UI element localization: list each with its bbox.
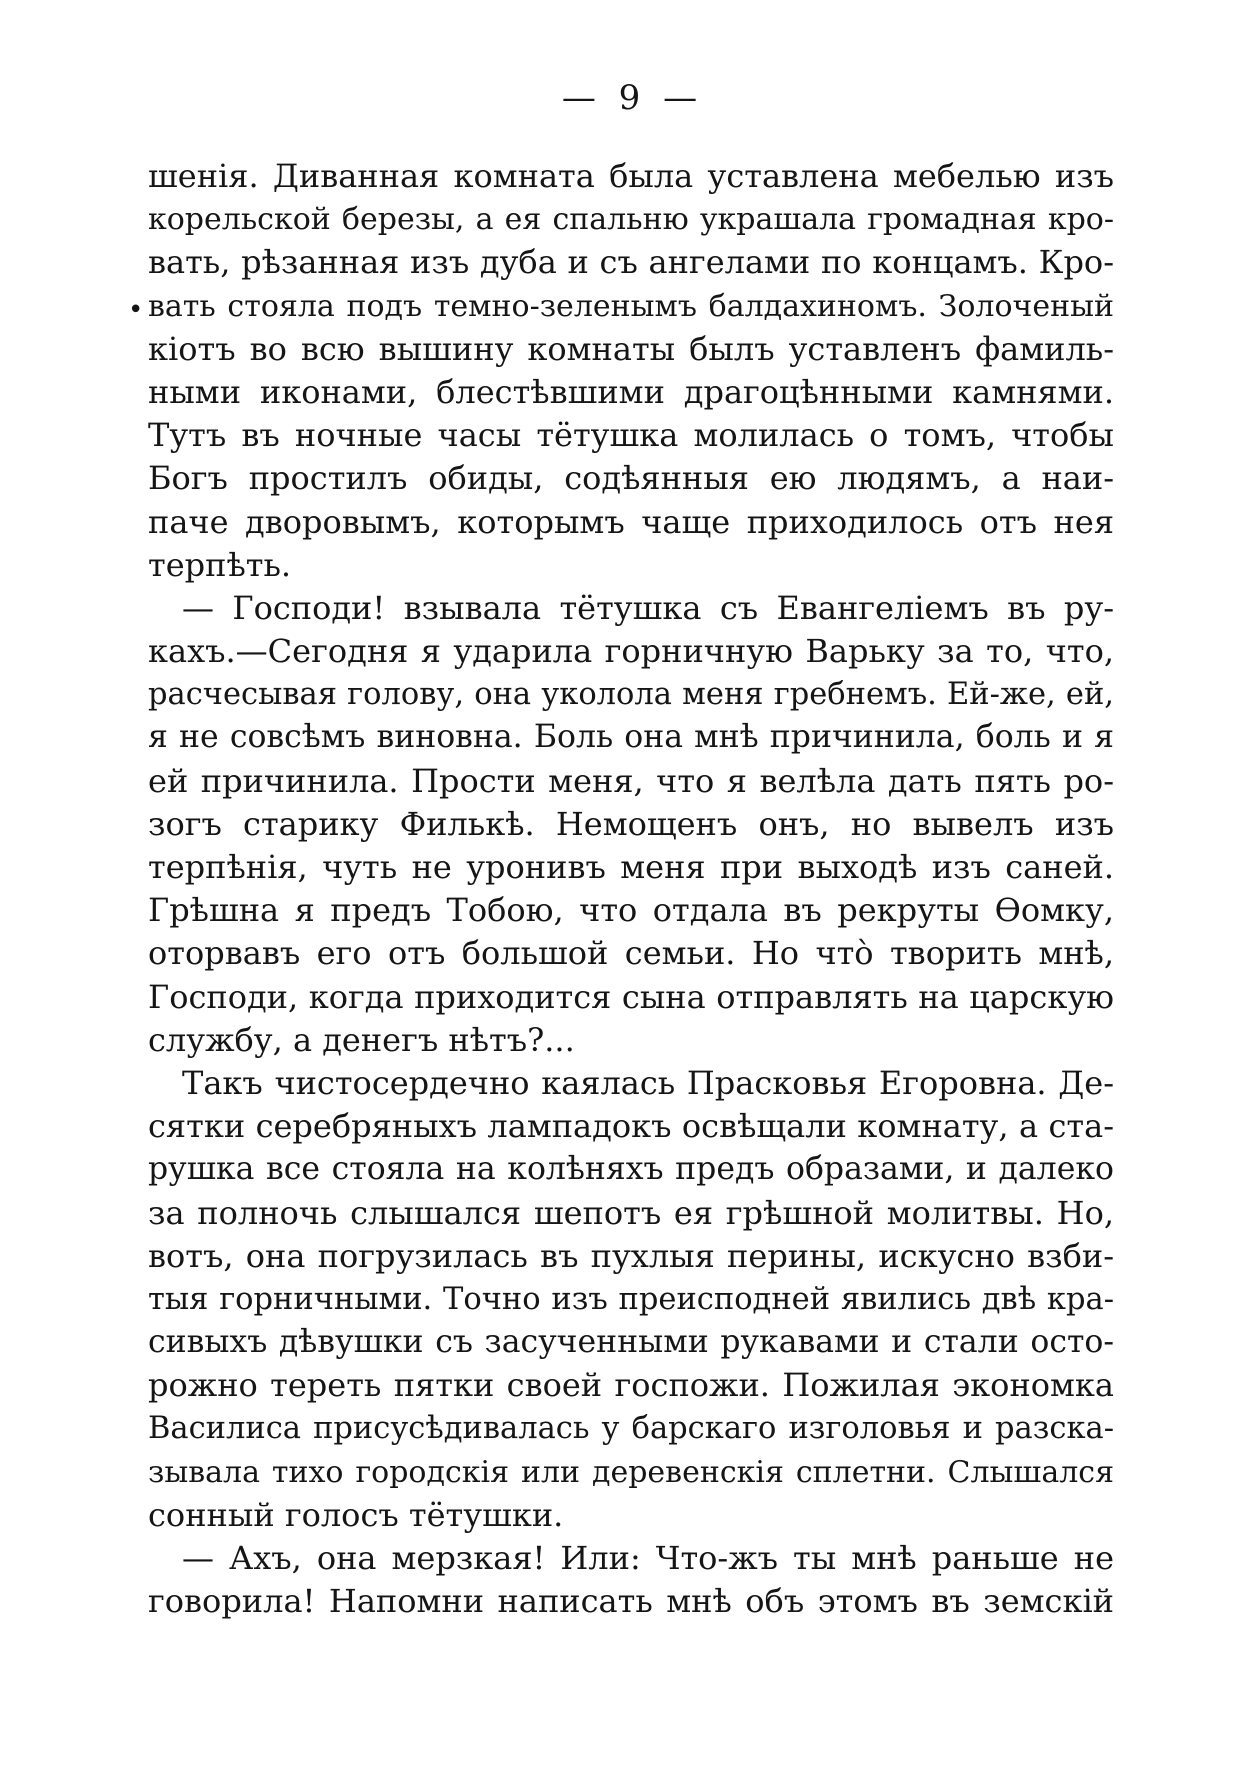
text-line: ей причинила. Прости меня, что я велѣла дать пять ро-	[148, 761, 1114, 800]
text-line: зывала тихо городскія или деревенскія сплетни. Слышался	[148, 1454, 1114, 1490]
page-number-dash-left: —	[561, 78, 596, 118]
text-line-paragraph-start: Такъ чистосердечно каялась Прасковья Егоровна. Де-	[182, 1063, 1114, 1102]
text-line: вотъ, она погрузилась въ пухлыя перины, искусно взби-	[148, 1236, 1114, 1275]
text-line: корельской березы, а ея спальню украшала громадная кро-	[148, 202, 1114, 238]
text-line: шенія. Диванная комната была уставлена мебелью изъ	[148, 157, 1114, 195]
text-line: Тутъ въ ночные часы тётушка молилась о томъ, чтобы	[148, 416, 1114, 455]
text-line: говорила! Напомни написать мнѣ объ этомъ въ земскій	[148, 1582, 1114, 1621]
page-number: 9	[618, 78, 641, 118]
text-line: Господи, когда приходится сына отправлять на царскую	[148, 977, 1114, 1016]
text-line: сятки серебряныхъ лампадокъ освѣщали комнату, а ста-	[148, 1107, 1114, 1146]
text-line: кіотъ во всю вышину комнаты былъ уставленъ фамиль-	[148, 329, 1114, 368]
text-line: Богъ простилъ обиды, содѣянныя ею людямъ, а наи-	[148, 459, 1114, 498]
text-line: терпѣнія, чуть не уронивъ меня при выходѣ изъ саней.	[148, 848, 1114, 886]
text-line: кахъ.—Сегодня я ударила горничную Варьку за то, что,	[148, 632, 1114, 671]
text-line: оторвавъ его отъ большой семьи. Но что̀ творить мнѣ,	[148, 934, 1114, 973]
text-line: вать, рѣзанная изъ дуба и съ ангелами по концамъ. Кро-	[148, 243, 1114, 282]
text-line: Грѣшна я предъ Тобою, что отдала въ рекруты Ѳомку,	[148, 891, 1114, 930]
margin-dot-mark: •	[128, 295, 144, 325]
text-line: рожно тереть пятки своей госпожи. Пожилая экономка	[148, 1366, 1114, 1405]
page-number-header	[0, 78, 1259, 118]
text-line: расчесывая голову, она уколола меня гребнемъ. Ей-же, ей,	[148, 677, 1114, 713]
page-number-dash-right: —	[663, 78, 698, 118]
text-line: за полночь слышался шепотъ ея грѣшной молитвы. Но,	[148, 1193, 1114, 1232]
text-line: зогъ старику Филькѣ. Немощенъ онъ, но вывелъ изъ	[148, 804, 1114, 843]
text-line: Василиса присусѣдивалась у барскаго изголовья и разска-	[148, 1411, 1114, 1447]
text-line-paragraph-start: — Господи! взывала тётушка съ Евангеліемъ въ ру-	[182, 588, 1114, 627]
text-line: вать стояла подъ темно-зеленымъ балдахиномъ. Золоченый	[148, 288, 1114, 324]
text-line-paragraph-start: — Ахъ, она мерзкая! Или: Что-жъ ты мнѣ раньше не	[182, 1539, 1114, 1577]
text-line-paragraph-end: службу, а денегъ нѣтъ?...	[148, 1020, 575, 1059]
text-line: тыя горничными. Точно изъ преисподней явились двѣ кра-	[148, 1281, 1114, 1317]
text-line: паче дворовымъ, которымъ чаще приходилось отъ нея	[148, 502, 1114, 541]
text-line: я не совсѣмъ виновна. Боль она мнѣ причинила, боль и я	[148, 719, 1114, 756]
text-line: рушка все стояла на колѣняхъ предъ образами, и далеко	[148, 1151, 1114, 1188]
body-text	[148, 155, 1114, 1623]
text-line: сивыхъ дѣвушки съ засученными рукавами и стали осто-	[148, 1324, 1114, 1361]
text-line-paragraph-end: терпѣть.	[148, 545, 292, 584]
text-line-paragraph-end: сонный голосъ тётушки.	[148, 1495, 564, 1534]
text-line: ными иконами, блестѣвшими драгоцѣнными камнями.	[148, 372, 1114, 411]
